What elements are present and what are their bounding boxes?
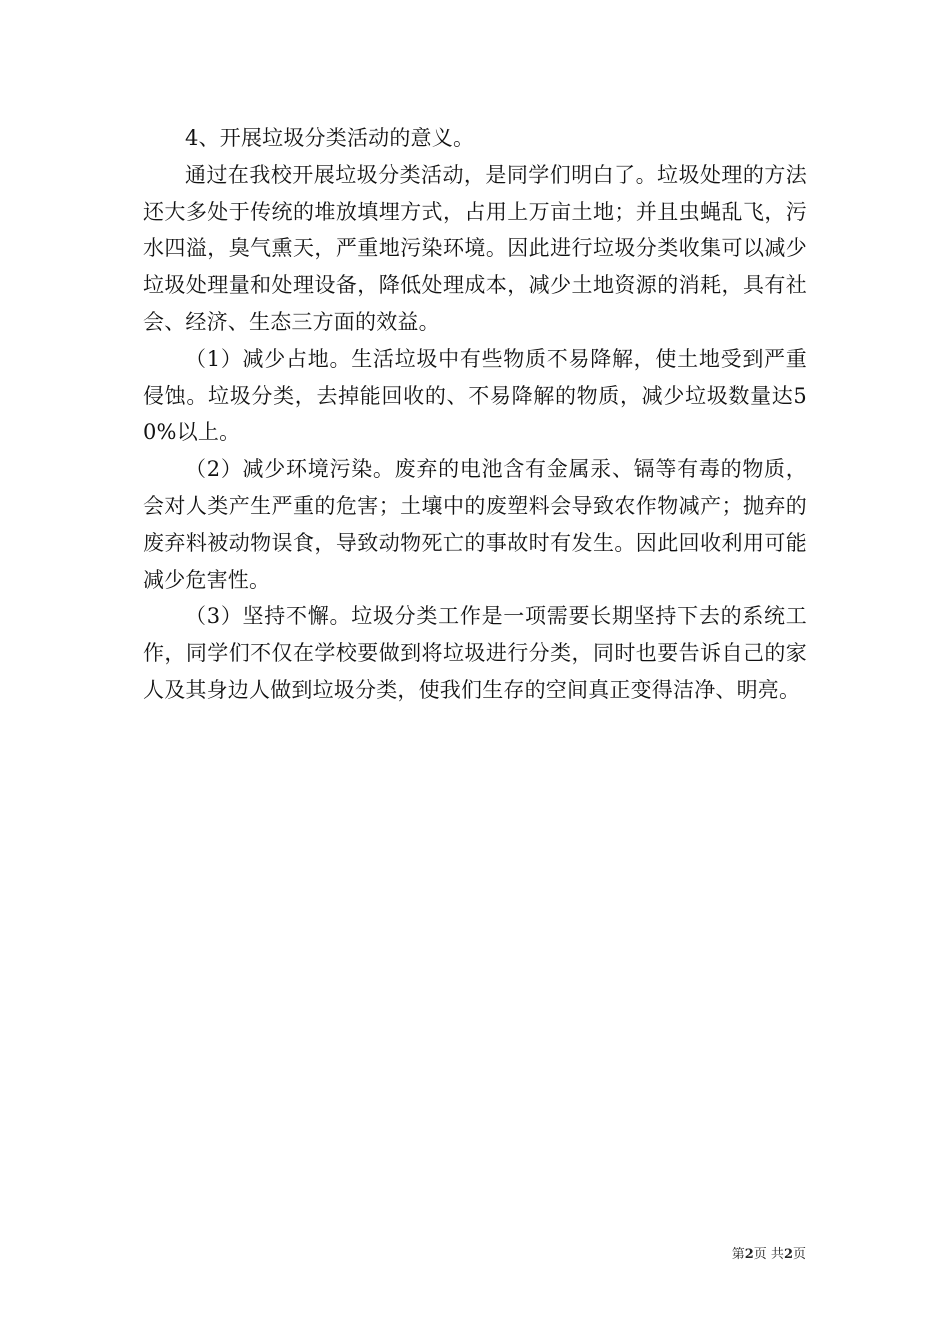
page-number-footer <box>732 1246 806 1264</box>
section-heading: 4、开展垃圾分类活动的意义。 <box>185 126 475 150</box>
paragraph-point-1: （1）减少占地。生活垃圾中有些物质不易降解，使土地受到严重侵蚀。垃圾分类，去掉能回收的、不易降解的物质，减少垃圾数量达50%以上。 <box>143 346 807 445</box>
current-page-number: 2 <box>744 1247 754 1262</box>
document-body <box>143 120 807 709</box>
footer-prefix: 第 <box>731 1247 745 1262</box>
paragraph-point-3: （3）坚持不懈。垃圾分类工作是一项需要长期坚持下去的系统工作，同学们不仅在学校要做到将垃圾进行分类，同时也要告诉自己的家人及其身边人做到垃圾分类，使我们生存的空间真正变得洁净、明亮。 <box>143 604 807 702</box>
footer-middle: 页 共 <box>753 1247 784 1262</box>
total-page-number: 2 <box>783 1247 793 1262</box>
footer-suffix: 页 <box>792 1247 806 1262</box>
paragraph-intro: 通过在我校开展垃圾分类活动，是同学们明白了。垃圾处理的方法还大多处于传统的堆放填埋方式，占用上万亩土地；并且虫蝇乱飞，污水四溢，臭气熏天，严重地污染环境。因此进行垃圾分类收集可以减少垃圾处理量和处理设备，降低处理成本，减少土地资源的消耗，具有社会、经济、生态三方面的效益。 <box>143 162 807 334</box>
paragraph-point-2: （2）减少环境污染。废弃的电池含有金属汞、镉等有毒的物质，会对人类产生严重的危害；土壤中的废塑料会导致农作物减产；抛弃的废弃料被动物误食，导致动物死亡的事故时有发生。因此回收利用可能减少危害性。 <box>143 457 807 592</box>
